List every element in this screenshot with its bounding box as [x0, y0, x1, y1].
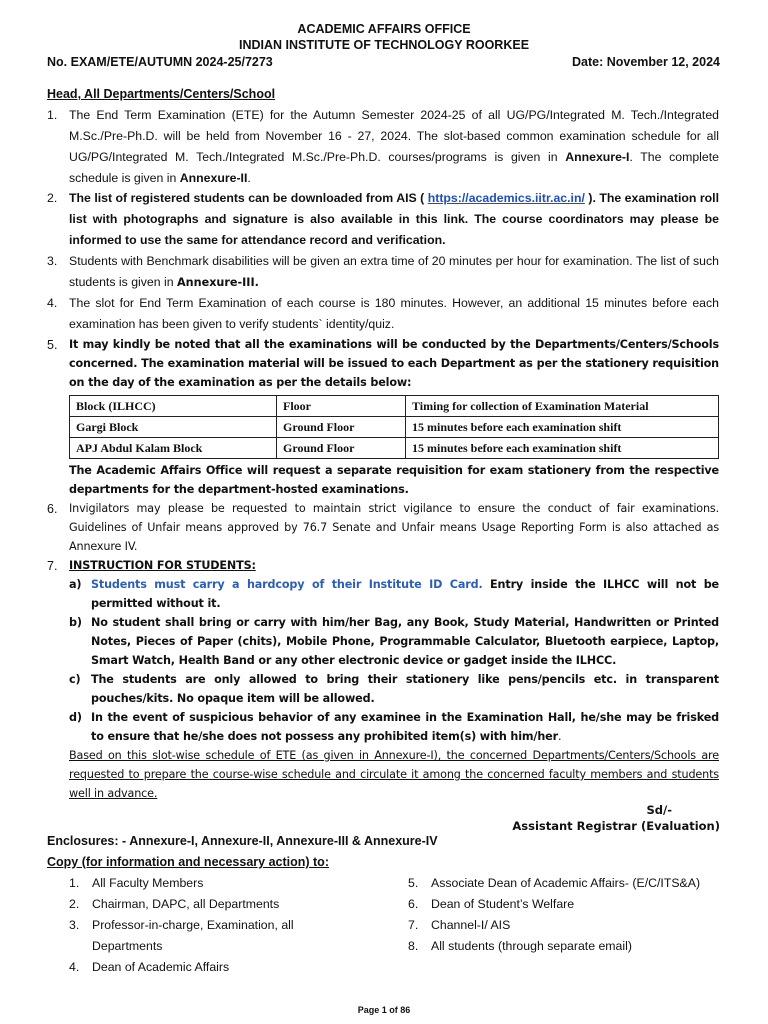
table-header: Timing for collection of Examination Material — [406, 396, 719, 417]
copy-number: 3. — [69, 918, 80, 932]
item-number: 1. — [47, 108, 58, 122]
instructions-heading: INSTRUCTION FOR STUDENTS: — [69, 559, 256, 572]
instruction-text: No student shall bring or carry with him/her Bag, any Book, Study Material, Handwritten or Printed Notes, Pieces of Paper (chits), Mobile Phone, Programmable Calculator, Bluetooth earpiece, Laptop, Smart Watch, Health Band or any other electronic device or gadget inside the ILHCC. — [91, 616, 719, 667]
copy-recipient: Channel-I/ AIS — [431, 918, 511, 932]
instruction-text-end: . — [558, 730, 562, 743]
reference-number: No. EXAM/ETE/AUTUMN 2024-25/7273 — [47, 55, 273, 69]
table-cell: Gargi Block — [70, 417, 277, 438]
copy-recipient: Chairman, DAPC, all Departments — [92, 897, 280, 911]
table-header: Floor — [277, 396, 406, 417]
item-number: 5. — [47, 338, 58, 352]
item-5-followup — [69, 461, 719, 499]
item-text: . — [247, 171, 251, 185]
copy-to-item — [69, 873, 319, 894]
item-number: 7. — [47, 559, 58, 573]
enclosures: Enclosures: - Annexure-I, Annexure-II, Annexure-III & Annexure-IV — [47, 834, 438, 848]
copy-recipient: Dean of Student’s Welfare — [431, 897, 575, 911]
table-row — [70, 438, 719, 459]
instruction-text: The students are only allowed to bring their stationery like pens/pencils etc. in transparent pouches/kits. No opaque item will be allowed. — [91, 673, 719, 705]
copy-number: 6. — [408, 897, 419, 911]
copy-to-item — [69, 894, 319, 915]
item-text: It may kindly be noted that all the examinations will be conducted by the Departments/Centers/Schools concerned. The examination material will be issued to each Department as per the stationery requisition on the day of the examination as per the details below: — [69, 338, 719, 389]
copy-to-item — [69, 915, 319, 957]
addressee: Head, All Departments/Centers/School — [47, 87, 276, 101]
table-cell: Ground Floor — [277, 438, 406, 459]
item-number: 6. — [47, 502, 58, 516]
instruction-text: Entry inside the ILHCC will not be permitted without it. — [91, 578, 719, 610]
institute-title: INDIAN INSTITUTE OF TECHNOLOGY ROORKEE — [238, 38, 530, 52]
copy-to-item — [408, 936, 738, 957]
material-collection-table — [69, 395, 719, 459]
table-cell: 15 minutes before each examination shift — [406, 417, 719, 438]
page-number: Page 1 of 86 — [357, 1005, 411, 1015]
item-text: . The complete schedule is given in — [69, 150, 720, 185]
schedule-request-note: Based on this slot-wise schedule of ETE (as given in Annexure-I), the concerned Departments/Centers/Schools are requested to prepare the course-wise schedule and circulate it among the concerned faculty members and students well in advance. — [69, 749, 719, 800]
instruction-label: d) — [69, 711, 82, 724]
item-number: 2. — [47, 191, 58, 205]
item-number: 3. — [47, 254, 58, 268]
instruction-a — [69, 575, 719, 613]
table-cell: APJ Abdul Kalam Block — [70, 438, 277, 459]
item-7 — [47, 556, 719, 575]
item-2 — [47, 188, 719, 251]
copy-to-item — [408, 894, 738, 915]
instruction-b — [69, 613, 719, 670]
item-5 — [47, 335, 719, 392]
copy-to-item — [69, 957, 319, 978]
item-text: Invigilators may please be requested to maintain strict vigilance to ensure the conduct of fair examinations. Guidelines of Unfair means approved by 76.7 Senate and Unfair means Usage Reporting Form is also attached as Annexure IV. — [69, 502, 719, 553]
item-text: The Academic Affairs Office will request a separate requisition for exam stationery from the respective departments for the department-hosted examinations. — [69, 464, 719, 496]
table-cell: Ground Floor — [277, 417, 406, 438]
id-card-notice: Students must carry a hardcopy of their Institute ID Card. — [91, 578, 483, 591]
annexure-ref: Annexure-II — [179, 171, 248, 185]
copy-recipient: All students (through separate email) — [431, 939, 632, 953]
annexure-ref: Annexure-III. — [177, 276, 259, 289]
ais-link[interactable]: https://academics.iitr.ac.in/ — [427, 191, 585, 205]
copy-recipient: Professor-in-charge, Examination, all Departments — [92, 918, 294, 953]
copy-recipient: Dean of Academic Affairs — [92, 960, 230, 974]
table-cell: 15 minutes before each examination shift — [406, 438, 719, 459]
item-text: ). The examination roll list with photographs and signature is also available in this link. The course coordinators may please be informed to use the same for attendance record and verification. — [69, 191, 719, 247]
instruction-label: b) — [69, 616, 82, 629]
item-3 — [47, 251, 719, 293]
table-header: Block (ILHCC) — [70, 396, 277, 417]
copy-recipient: Associate Dean of Academic Affairs- (E/C/ITS&A) — [431, 876, 701, 890]
signatory-designation: Assistant Registrar (Evaluation) — [512, 819, 720, 833]
instruction-text: In the event of suspicious behavior of any examinee in the Examination Hall, he/she may be frisked to ensure that he/she does not possess any prohibited item(s) with him/her — [91, 711, 719, 743]
item-text: The list of registered students can be downloaded from AIS ( — [69, 191, 428, 205]
copy-recipient: All Faculty Members — [92, 876, 204, 890]
item-6 — [47, 499, 719, 556]
copy-number: 1. — [69, 876, 80, 890]
instruction-c — [69, 670, 719, 708]
table-row — [70, 417, 719, 438]
copy-number: 2. — [69, 897, 80, 911]
reference-line — [47, 55, 720, 69]
table-header-row — [70, 396, 719, 417]
signature-sd: Sd/- — [646, 803, 672, 817]
copy-number: 5. — [408, 876, 419, 890]
copy-to-heading: Copy (for information and necessary action) to: — [47, 855, 329, 869]
item-1 — [47, 105, 719, 189]
document-date: Date: November 12, 2024 — [572, 55, 720, 69]
copy-number: 4. — [69, 960, 80, 974]
copy-to-item — [408, 873, 738, 894]
instruction-label: a) — [69, 578, 82, 591]
instruction-label: c) — [69, 673, 81, 686]
item-text: The slot for End Term Examination of each course is 180 minutes. However, an additional 15 minutes before each examination has been given to verify students` identity/quiz. — [69, 296, 719, 331]
item-4 — [47, 293, 719, 335]
copy-number: 7. — [408, 918, 419, 932]
copy-number: 8. — [408, 939, 419, 953]
item-text: Students with Benchmark disabilities will be given an extra time of 20 minutes per hour for examination. The list of such students is given in — [69, 254, 719, 289]
item-text: The End Term Examination (ETE) for the Autumn Semester 2024-25 of all UG/PG/Integrated M. Tech./Integrated M.Sc./Pre-Ph.D. will be held from November 16 - 27, 2024. The slot-based common examination schedule for all UG/PG/Integrated M. Tech./Integrated M.Sc./Pre-Ph.D. courses/programs is given in — [69, 108, 719, 164]
office-title: ACADEMIC AFFAIRS OFFICE — [297, 22, 471, 36]
instruction-d — [69, 708, 719, 746]
copy-to-item — [408, 915, 738, 936]
item-number: 4. — [47, 296, 58, 310]
annexure-ref: Annexure-I — [565, 150, 630, 164]
